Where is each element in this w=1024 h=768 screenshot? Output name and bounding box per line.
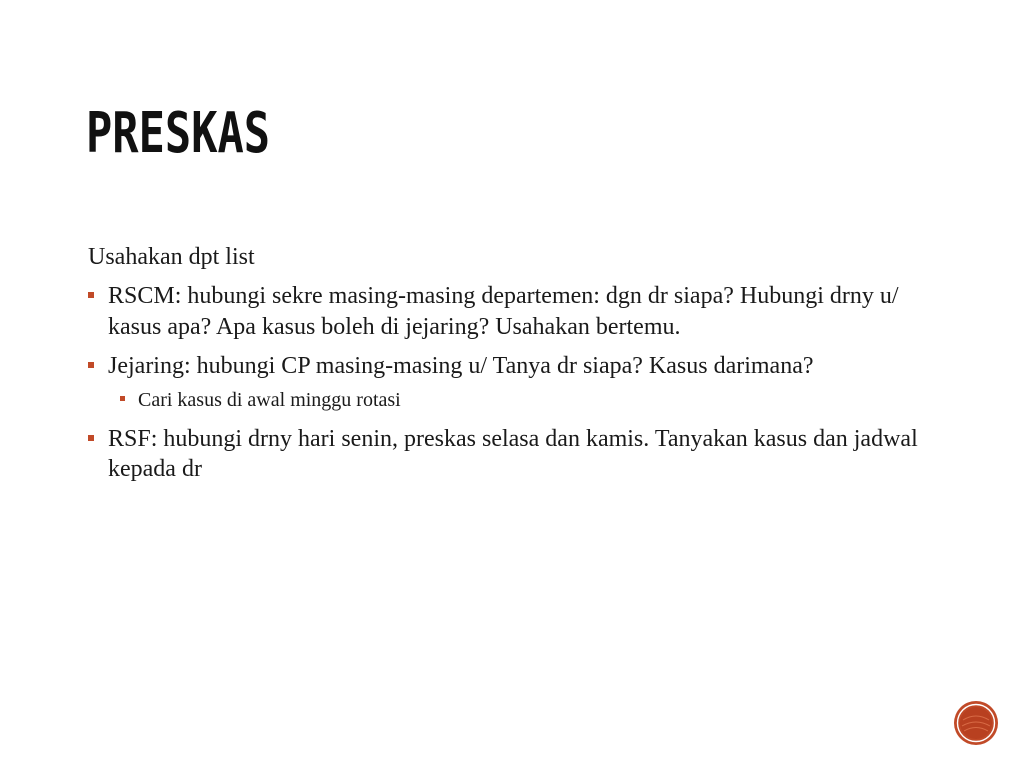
slide-title: PRESKAS — [86, 101, 271, 166]
bullet-text: RSF: hubungi drny hari senin, preskas selasa dan kamis. Tanyakan kasus dan jadwal kepada dr — [108, 425, 918, 482]
sub-bullet-item — [108, 386, 948, 414]
bullet-text: Jejaring: hubungi CP masing-masing u/ Tanya dr siapa? Kasus darimana? — [108, 353, 814, 379]
square-bullet-icon — [88, 435, 94, 441]
bullet-item-jejaring — [88, 351, 948, 414]
bullet-item-rsf — [88, 424, 948, 485]
sub-bullet-list — [108, 386, 948, 414]
sub-bullet-text: Cari kasus di awal minggu rotasi — [138, 388, 401, 411]
square-bullet-icon — [120, 396, 125, 401]
square-bullet-icon — [88, 292, 94, 298]
square-bullet-icon — [88, 362, 94, 368]
bullet-item-rscm — [88, 281, 948, 342]
slide-content — [88, 241, 948, 494]
bullet-text: RSCM: hubungi sekre masing-masing departemen: dgn dr siapa? Hubungi drny u/ kasus apa? Apa kasus boleh di jejaring? Usahakan bertemu. — [108, 283, 899, 340]
bullet-list — [88, 281, 948, 485]
red-circle-logo-icon — [953, 700, 999, 746]
intro-text: Usahakan dpt list — [88, 244, 255, 270]
